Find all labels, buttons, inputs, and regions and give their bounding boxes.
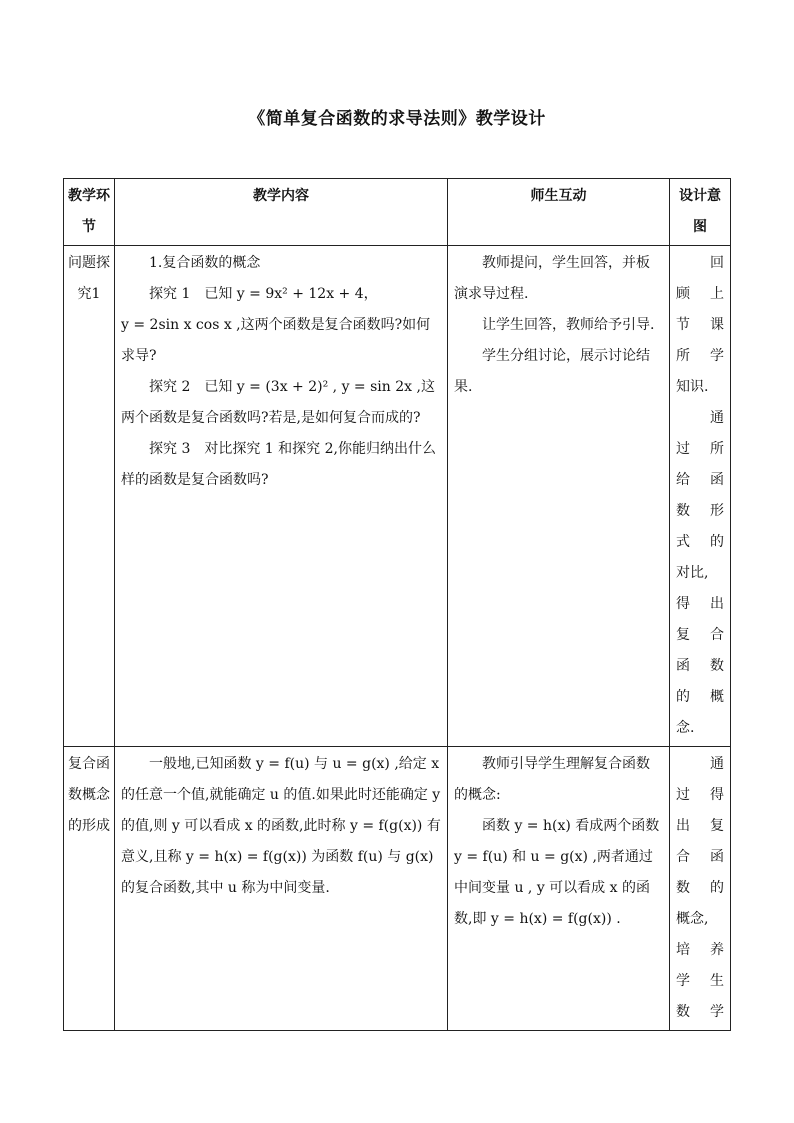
row2-stage: 复合函数概念的形成 — [64, 747, 115, 1031]
header-stage: 教学环节 — [64, 179, 115, 246]
design-line: 节 课 — [676, 317, 724, 333]
row2-interaction-line: 函数 y = h(x) 看成两个函数 y = f(u) 和 u = g(x) ,两者通过中间变量 u , y 可以看成 x 的函数,即 y = h(x) = f(g(x)) . — [454, 818, 660, 927]
design-line: 过 所 — [676, 441, 724, 457]
design-line: 顾 上 — [676, 286, 724, 302]
header-content: 教学内容 — [115, 179, 448, 246]
row1-design — [670, 246, 731, 747]
design-line: 给 函 — [676, 472, 724, 488]
design-line: 知识. — [676, 379, 709, 395]
row1-stage: 问题探究1 — [64, 246, 115, 747]
table-row — [64, 747, 731, 1031]
design-line: 通 — [710, 756, 724, 772]
design-line: 学 生 — [676, 973, 724, 989]
design-line: 数 的 — [676, 880, 724, 896]
row1-content-line: 探究 2 已知 y = (3x + 2)² , y = sin 2x ,这两个函数是复合函数吗?若是,是如何复合而成的? — [121, 379, 435, 426]
design-line: 数 学 — [676, 1004, 724, 1020]
row1-content — [115, 246, 448, 747]
table-header-row — [64, 179, 731, 246]
lesson-plan-table — [63, 178, 731, 1031]
row2-content — [115, 747, 448, 1031]
row1-content-line: y = 2sin x cos x ,这两个函数是复合函数吗?如何求导? — [121, 317, 431, 364]
design-line: 出 复 — [676, 818, 724, 834]
design-line: 过 得 — [676, 787, 724, 803]
row2-design — [670, 747, 731, 1031]
design-line: 数 形 — [676, 503, 724, 519]
document-title: 《简单复合函数的求导法则》教学设计 — [248, 109, 546, 129]
design-line: 概念, — [676, 911, 709, 927]
row1-interaction-line: 让学生回答，教师给予引导. — [482, 317, 655, 333]
row1-interaction — [448, 246, 670, 747]
row2-interaction-line: 教师引导学生理解复合函数的概念: — [454, 756, 650, 803]
table-row — [64, 246, 731, 747]
design-line: 回 — [710, 255, 724, 271]
header-design: 设计意图 — [670, 179, 731, 246]
design-line: 的 概 — [676, 689, 724, 705]
row2-interaction — [448, 747, 670, 1031]
design-line: 念. — [676, 720, 695, 736]
row1-interaction-line: 学生分组讨论，展示讨论结果. — [454, 348, 650, 395]
design-line: 所 学 — [676, 348, 724, 364]
header-interaction: 师生互动 — [448, 179, 670, 246]
row2-content-line: 一般地,已知函数 y = f(u) 与 u = g(x) ,给定 x 的任意一个值,就能确定 u 的值.如果此时还能确定 y 的值,则 y 可以看成 x 的函数,此时称 y = f(g(x)) 有意义,且称 y = h(x) = f(g(x)) 为函数 f(u) 与 g(x) 的复合函数,其中 u 称为中间变量. — [121, 756, 441, 896]
row1-content-line: 1.复合函数的概念 — [149, 255, 261, 271]
row1-content-line: 探究 1 已知 y = 9x² + 12x + 4， — [149, 286, 378, 302]
design-line: 得 出 — [676, 596, 724, 612]
design-line: 通 — [710, 410, 724, 426]
design-line: 复 合 — [676, 627, 724, 643]
design-line: 函 数 — [676, 658, 724, 674]
row1-content-line: 探究 3 对比探究 1 和探究 2,你能归纳出什么样的函数是复合函数吗? — [121, 441, 436, 488]
design-line: 对比, — [676, 565, 709, 581]
design-line: 式 的 — [676, 534, 724, 550]
design-line: 合 函 — [676, 849, 724, 865]
design-line: 培 养 — [676, 942, 724, 958]
row1-interaction-line: 教师提问，学生回答，并板演求导过程. — [454, 255, 650, 302]
